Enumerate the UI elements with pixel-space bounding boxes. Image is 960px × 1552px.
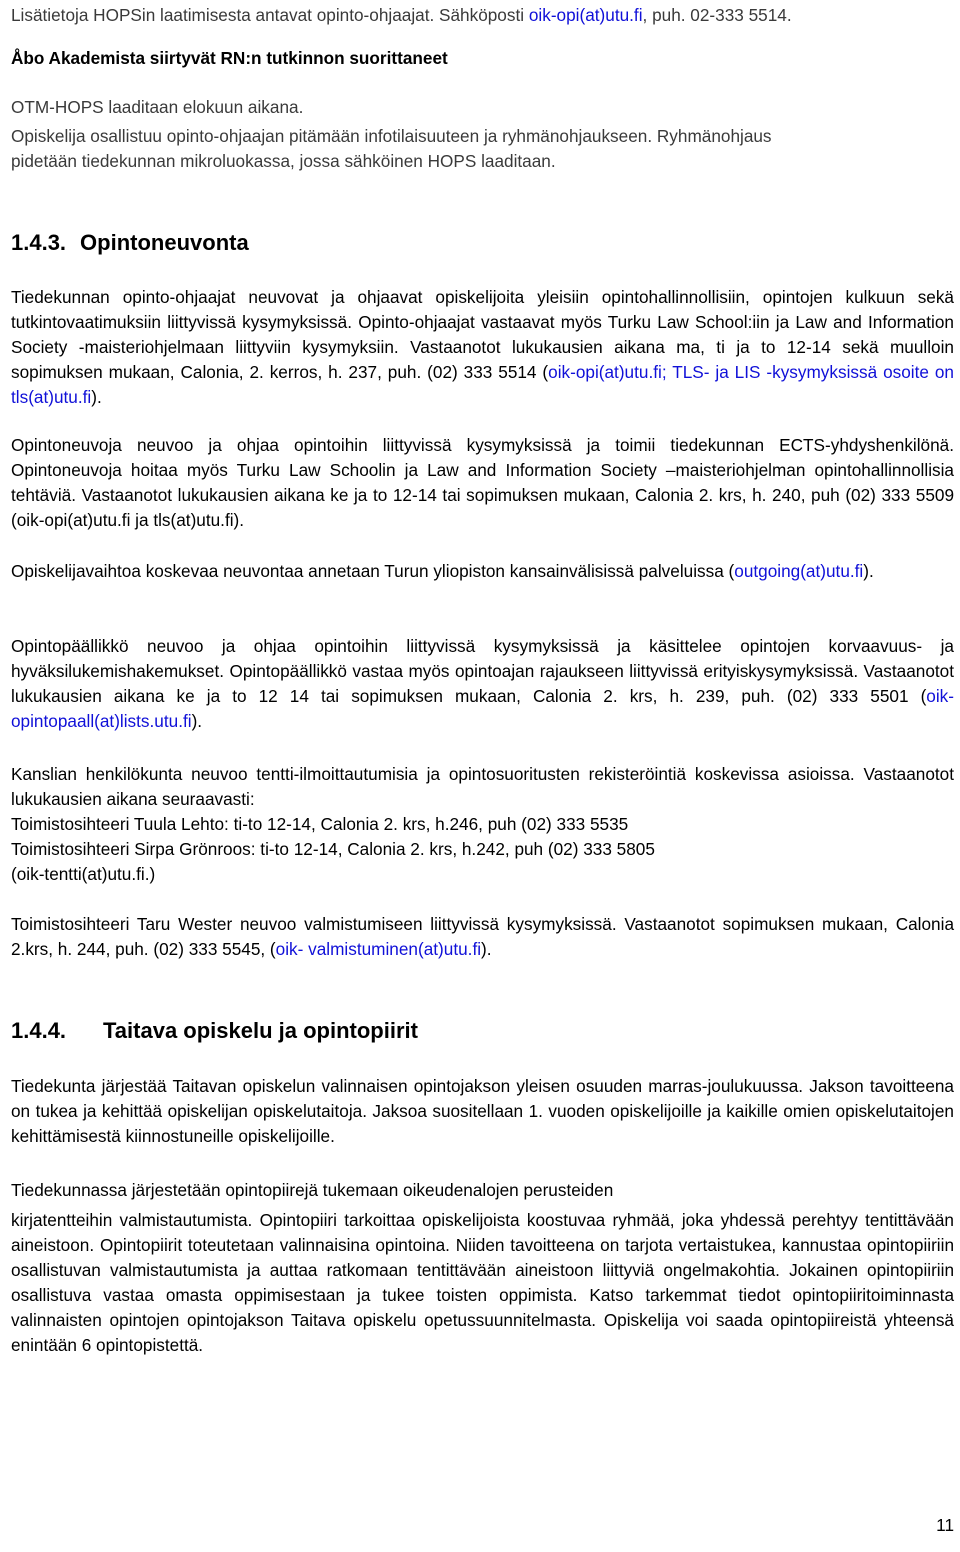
section-heading-taitava-opiskelu: [11, 1017, 418, 1045]
hops-info-text: Lisätietoja HOPSin laatimisesta antavat opinto-ohjaajat. Sähköposti: [11, 5, 529, 25]
taitava-opiskelu-paragraph-1: Tiedekunta järjestää Taitavan opiskelun valinnaisen opintojakson yleisen osuuden marras-joulukuussa. Jakson tavoitteena on tukea ja kehittää opiskelijan opiskelutaitoja. Jaksoa suositellaan 1. vuoden opiskelijoille ja kaikille omien opiskelutaitojen kehittämisestä kiinnostuneille opiskelijoille.: [11, 1076, 954, 1146]
opintopaallikko-email-link[interactable]: oik-opintopaall(at)lists.utu.fi: [11, 686, 954, 731]
paragraph-tail: ).: [91, 387, 102, 407]
opintoneuvonta-paragraph-5: Kanslian henkilökunta neuvoo tentti-ilmoittautumisia ja opintosuoritusten rekisteröintiä koskevissa asioissa. Vastaanotot lukukausien aikana seuraavasti:: [11, 764, 954, 809]
intro-line-1: OTM-HOPS laaditaan elokuun aikana.: [11, 97, 304, 117]
outgoing-email-link[interactable]: outgoing(at)utu.fi: [734, 561, 864, 581]
section-number: 1.4.3.: [11, 230, 67, 255]
paragraph-text: Toimistosihteeri Taru Wester neuvoo valmistumiseen liittyvissä kysymyksissä. Vastaanotot sopimuksen mukaan, Calonia 2.krs, h. 244, puh. (02) 333 5545, (: [11, 914, 954, 959]
contact-line-tuula-lehto: Toimistosihteeri Tuula Lehto: ti-to 12-14, Calonia 2. krs, h.246, puh (02) 333 5535: [11, 814, 629, 834]
opintoneuvonta-paragraph-6: [11, 912, 954, 962]
paragraph-tail: ).: [863, 561, 874, 581]
section-title: Opintoneuvonta: [80, 230, 249, 255]
page-number: 11: [936, 1515, 954, 1535]
opintoneuvonta-paragraph-2: Opintoneuvoja neuvoo ja ohjaa opintoihin liittyvissä kysymyksissä ja toimii tiedekunnan ECTS-yhdyshenkilönä. Opintoneuvoja hoitaa myös Turku Law Schoolin ja Law and Information Society –maisteriohjelman opintohallinnollisia tehtäviä. Vastaanotot lukukausien aikana ke ja to 12-14 tai sopimuksen mukaan, Calonia 2. krs, h. 240, puh (02) 333 5509 (oik-opi(at)utu.fi ja tls(at)utu.fi).: [11, 435, 954, 530]
contact-line-sirpa-gronroos: Toimistosihteeri Sirpa Grönroos: ti-to 12-14, Calonia 2. krs, h.242, puh (02) 333 5805: [11, 839, 655, 859]
hops-email-link[interactable]: oik-opi(at)utu.fi: [528, 5, 643, 25]
intro-line-2: Opiskelija osallistuu opinto-ohjaajan pitämään infotilaisuuteen ja ryhmänohjaukseen. Ryhmänohjaus: [11, 126, 772, 146]
paragraph-text: Opiskelijavaihtoa koskevaa neuvontaa annetaan Turun yliopiston kansainvälisissä palveluissa (: [11, 561, 735, 581]
intro-line-3: pidetään tiedekunnan mikroluokassa, jossa sähköinen HOPS laaditaan.: [11, 151, 556, 171]
section-number: 1.4.4.: [11, 1018, 67, 1043]
valmistuminen-email-link[interactable]: oik- valmistuminen(at)utu.fi: [275, 939, 482, 959]
paragraph-text: Opintopäällikkö neuvoo ja ohjaa opintoihin liittyvissä kysymyksissä ja käsittelee opintojen korvaavuus- ja hyväksilukemishakemukset. Opintopäällikkö vastaa myös opintoajan rajaukseen liittyvissä erityiskysymyksissä. Vastaanotot lukukausien aikana ke ja to 12 14 tai sopimuksen mukaan, Calonia 2. krs, h. 239, puh. (02) 333 5501 (: [11, 636, 954, 706]
hops-phone-text: , puh. 02-333 5514.: [642, 5, 792, 25]
opintopiirit-paragraph: kirjatentteihin valmistautumista. Opintopiiri tarkoittaa opiskelijoista koostuvaa ryhmää, joka yhdessä perehtyy tentittävään aineistoon. Opintopiirit toteutetaan valinnaisina opintoina. Niiden tavoitteena on tarjota vertaistukea, kannustaa opintopiiriin osallistuvan valmistautumista ja auttaa ratkomaan tentittävään aineistoon liittyviä ongelmakohtia. Jokainen opintopiiriin osallistuva vastaa omasta oppimisestaan ja tukee toisten oppimista. Katso tarkemmat tiedot opintopiiritoiminnasta valinnaisten opintojen opintojakson Taitava opiskelu opetussuunnitelmasta. Opiskelija voi saada opintopiireistä yhteensä enintään 6 opintopistettä.: [11, 1210, 954, 1355]
paragraph-tail: ).: [191, 711, 203, 731]
opintopiirit-first-line: Tiedekunnassa järjestetään opintopiirejä tukemaan oikeudenalojen perusteiden: [11, 1180, 614, 1200]
contact-line-tentti-email: (oik-tentti(at)utu.fi.): [11, 864, 156, 884]
opi-email-link[interactable]: oik-opi(at)utu.fi; TLS- ja LIS -kysymyksissä osoite on tls(at)utu.fi: [11, 362, 954, 407]
hops-info-line: [11, 3, 954, 28]
paragraph-tail: ).: [481, 939, 492, 959]
opintoneuvonta-paragraph-3: [11, 559, 954, 584]
section-heading-opintoneuvonta: [11, 229, 249, 257]
aabo-akademi-subheading: Åbo Akademista siirtyvät RN:n tutkinnon suorittaneet: [11, 48, 448, 68]
section-title: Taitava opiskelu ja opintopiirit: [103, 1018, 418, 1043]
opintoneuvonta-paragraph-1: [11, 285, 954, 410]
paragraph-text: Tiedekunnan opinto-ohjaajat neuvovat ja ohjaavat opiskelijoita yleisiin opintohallinnollisiin, opintojen kulkuun sekä tutkintovaatimuksiin liittyvissä kysymyksissä. Opinto-ohjaajat vastaavat myös Turku Law School:iin ja Law and Information Society -maisteriohjelmaan liittyviin kysymyksiin. Vastaanotot lukukausien aikana ma, ti ja to 12-14 sekä muulloin sopimuksen mukaan, Calonia, 2. kerros, h. 237, puh. (02) 333 5514 (: [11, 287, 954, 382]
opintoneuvonta-paragraph-4: [11, 634, 954, 734]
